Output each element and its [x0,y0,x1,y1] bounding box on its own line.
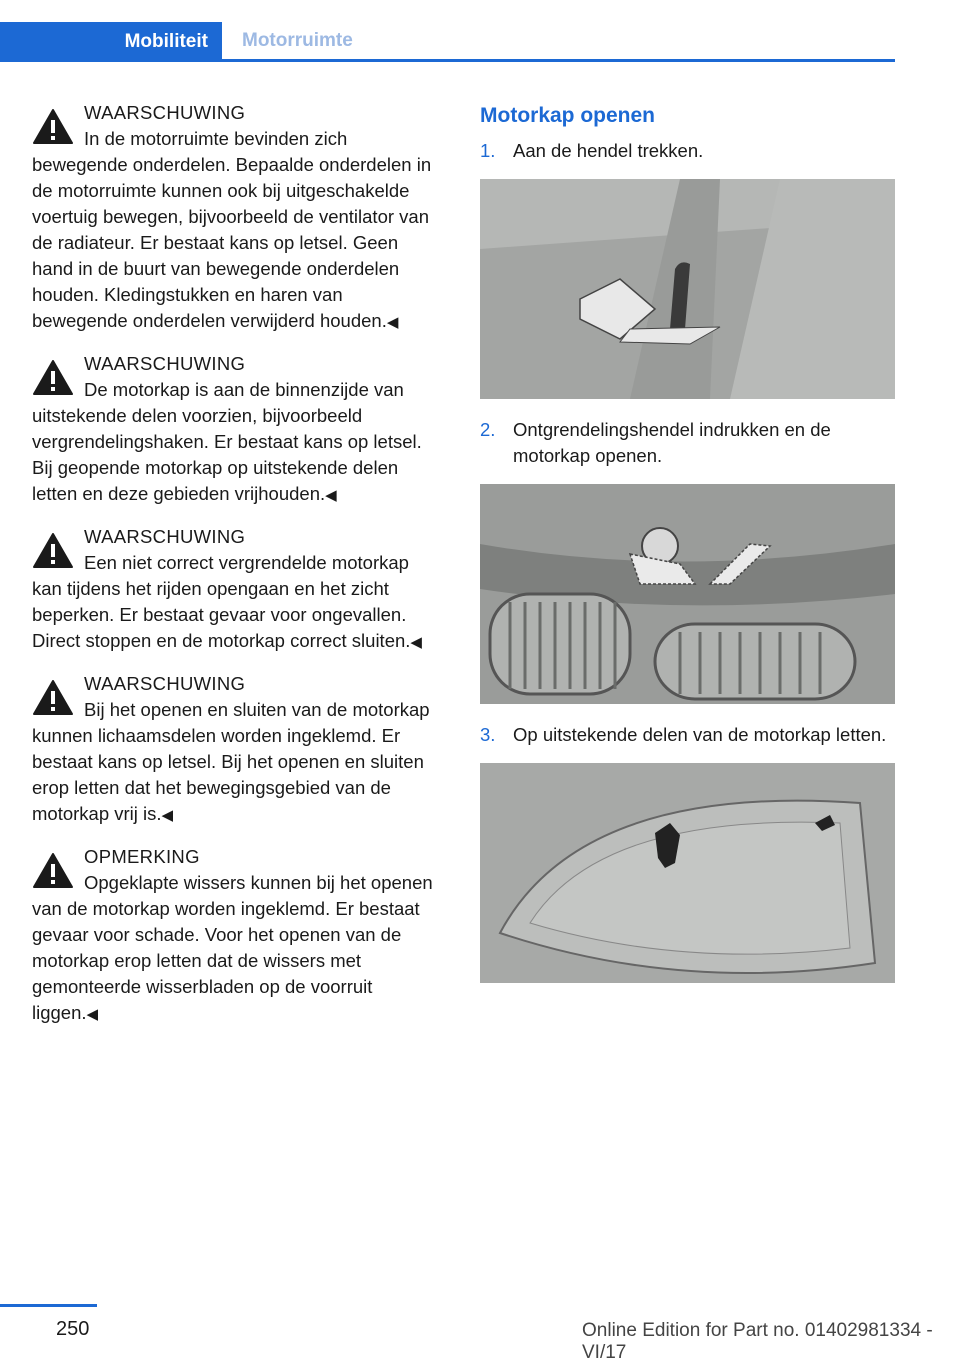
warning-triangle-icon [32,359,74,397]
note-text: Opgeklapte wissers kunnen bij het openen van de motorkap worden ingeklemd. Er bestaat gevaar voor schade. Voor het openen van de motorkap erop letten dat de wissers met gemonteerde wisserbladen op de voorruit liggen.◀ [32,872,433,1023]
step-text: Op uitstekende delen van de motorkap letten. [513,724,887,745]
figure-hood-unlock [480,484,895,704]
warning-block [32,100,442,336]
header-tabs [0,22,895,62]
warning-text: Een niet correct vergrendelde motorkap kan tijdens het rijden opengaan en het zicht beperken. Er bestaat gevaar voor ongevallen. Direct stoppen en de motorkap correct sluiten.◀ [32,552,422,651]
warning-text: Bij het openen en sluiten van de motorkap kunnen lichaamsdelen worden ingeklemd. Er bestaat kans op letsel. Bij het openen en sluiten erop letten dat het bewegingsgebied van de motorkap vrij is.◀ [32,699,430,824]
warning-block [32,671,442,829]
warning-triangle-icon [32,679,74,717]
figure-hood-underside [480,763,895,983]
warning-triangle-icon [32,108,74,146]
end-marker: ◀ [325,487,337,504]
tab-mobiliteit[interactable]: Mobiliteit [0,22,222,62]
note-title: OPMERKING [84,846,200,867]
end-marker: ◀ [86,1006,99,1023]
step-1 [480,138,895,164]
end-marker: ◀ [386,314,399,331]
warning-title: WAARSCHUWING [84,353,246,374]
instructions-column [480,100,895,1001]
footer-rule [0,1304,97,1307]
section-title: Motorkap openen [480,104,656,127]
warning-title: WAARSCHUWING [84,673,246,694]
warning-title: WAARSCHUWING [84,526,246,547]
step-text: Aan de hendel trekken. [513,140,704,161]
warning-triangle-icon [32,852,74,890]
warning-block [32,524,442,656]
step-number: 2. [480,419,496,440]
tab-motorruimte[interactable]: Motorruimte [222,22,895,62]
step-number: 1. [480,140,496,161]
footer-edition: Online Edition for Part no. 01402981334 - VI/17 [582,1320,933,1363]
warnings-column [32,100,442,1043]
warning-title: WAARSCHUWING [84,102,246,123]
step-text: Ontgrendelingshendel indrukken en de motorkap openen. [513,419,831,466]
page-number: 250 [56,1318,90,1340]
warning-triangle-icon [32,532,74,570]
note-block [32,844,442,1028]
warning-text: In de motorruimte bevinden zich bewegende onderdelen. Bepaalde onderdelen in de motorruimte kunnen ook bij uitgeschakelde voertuig bewegen, bijvoorbeeld de ventilator van de radiateur. Er bestaat kans op letsel. Geen hand in de buurt van bewegende onderdelen houden. Kledingstukken en haren van bewegende onderdelen verwijderd houden.◀ [32,128,432,331]
step-number: 3. [480,724,496,745]
step-2 [480,417,895,469]
figure-hood-release-lever [480,179,895,399]
warning-block [32,351,442,509]
warning-text: De motorkap is aan de binnenzijde van uitstekende delen voorzien, bijvoorbeeld vergrendelingshaken. Er bestaat kans op letsel. Bij geopende motorkap op uitstekende delen letten en deze gebieden vrijhouden.◀ [32,379,422,504]
end-marker: ◀ [410,634,422,651]
end-marker: ◀ [161,807,174,824]
step-3 [480,722,895,748]
